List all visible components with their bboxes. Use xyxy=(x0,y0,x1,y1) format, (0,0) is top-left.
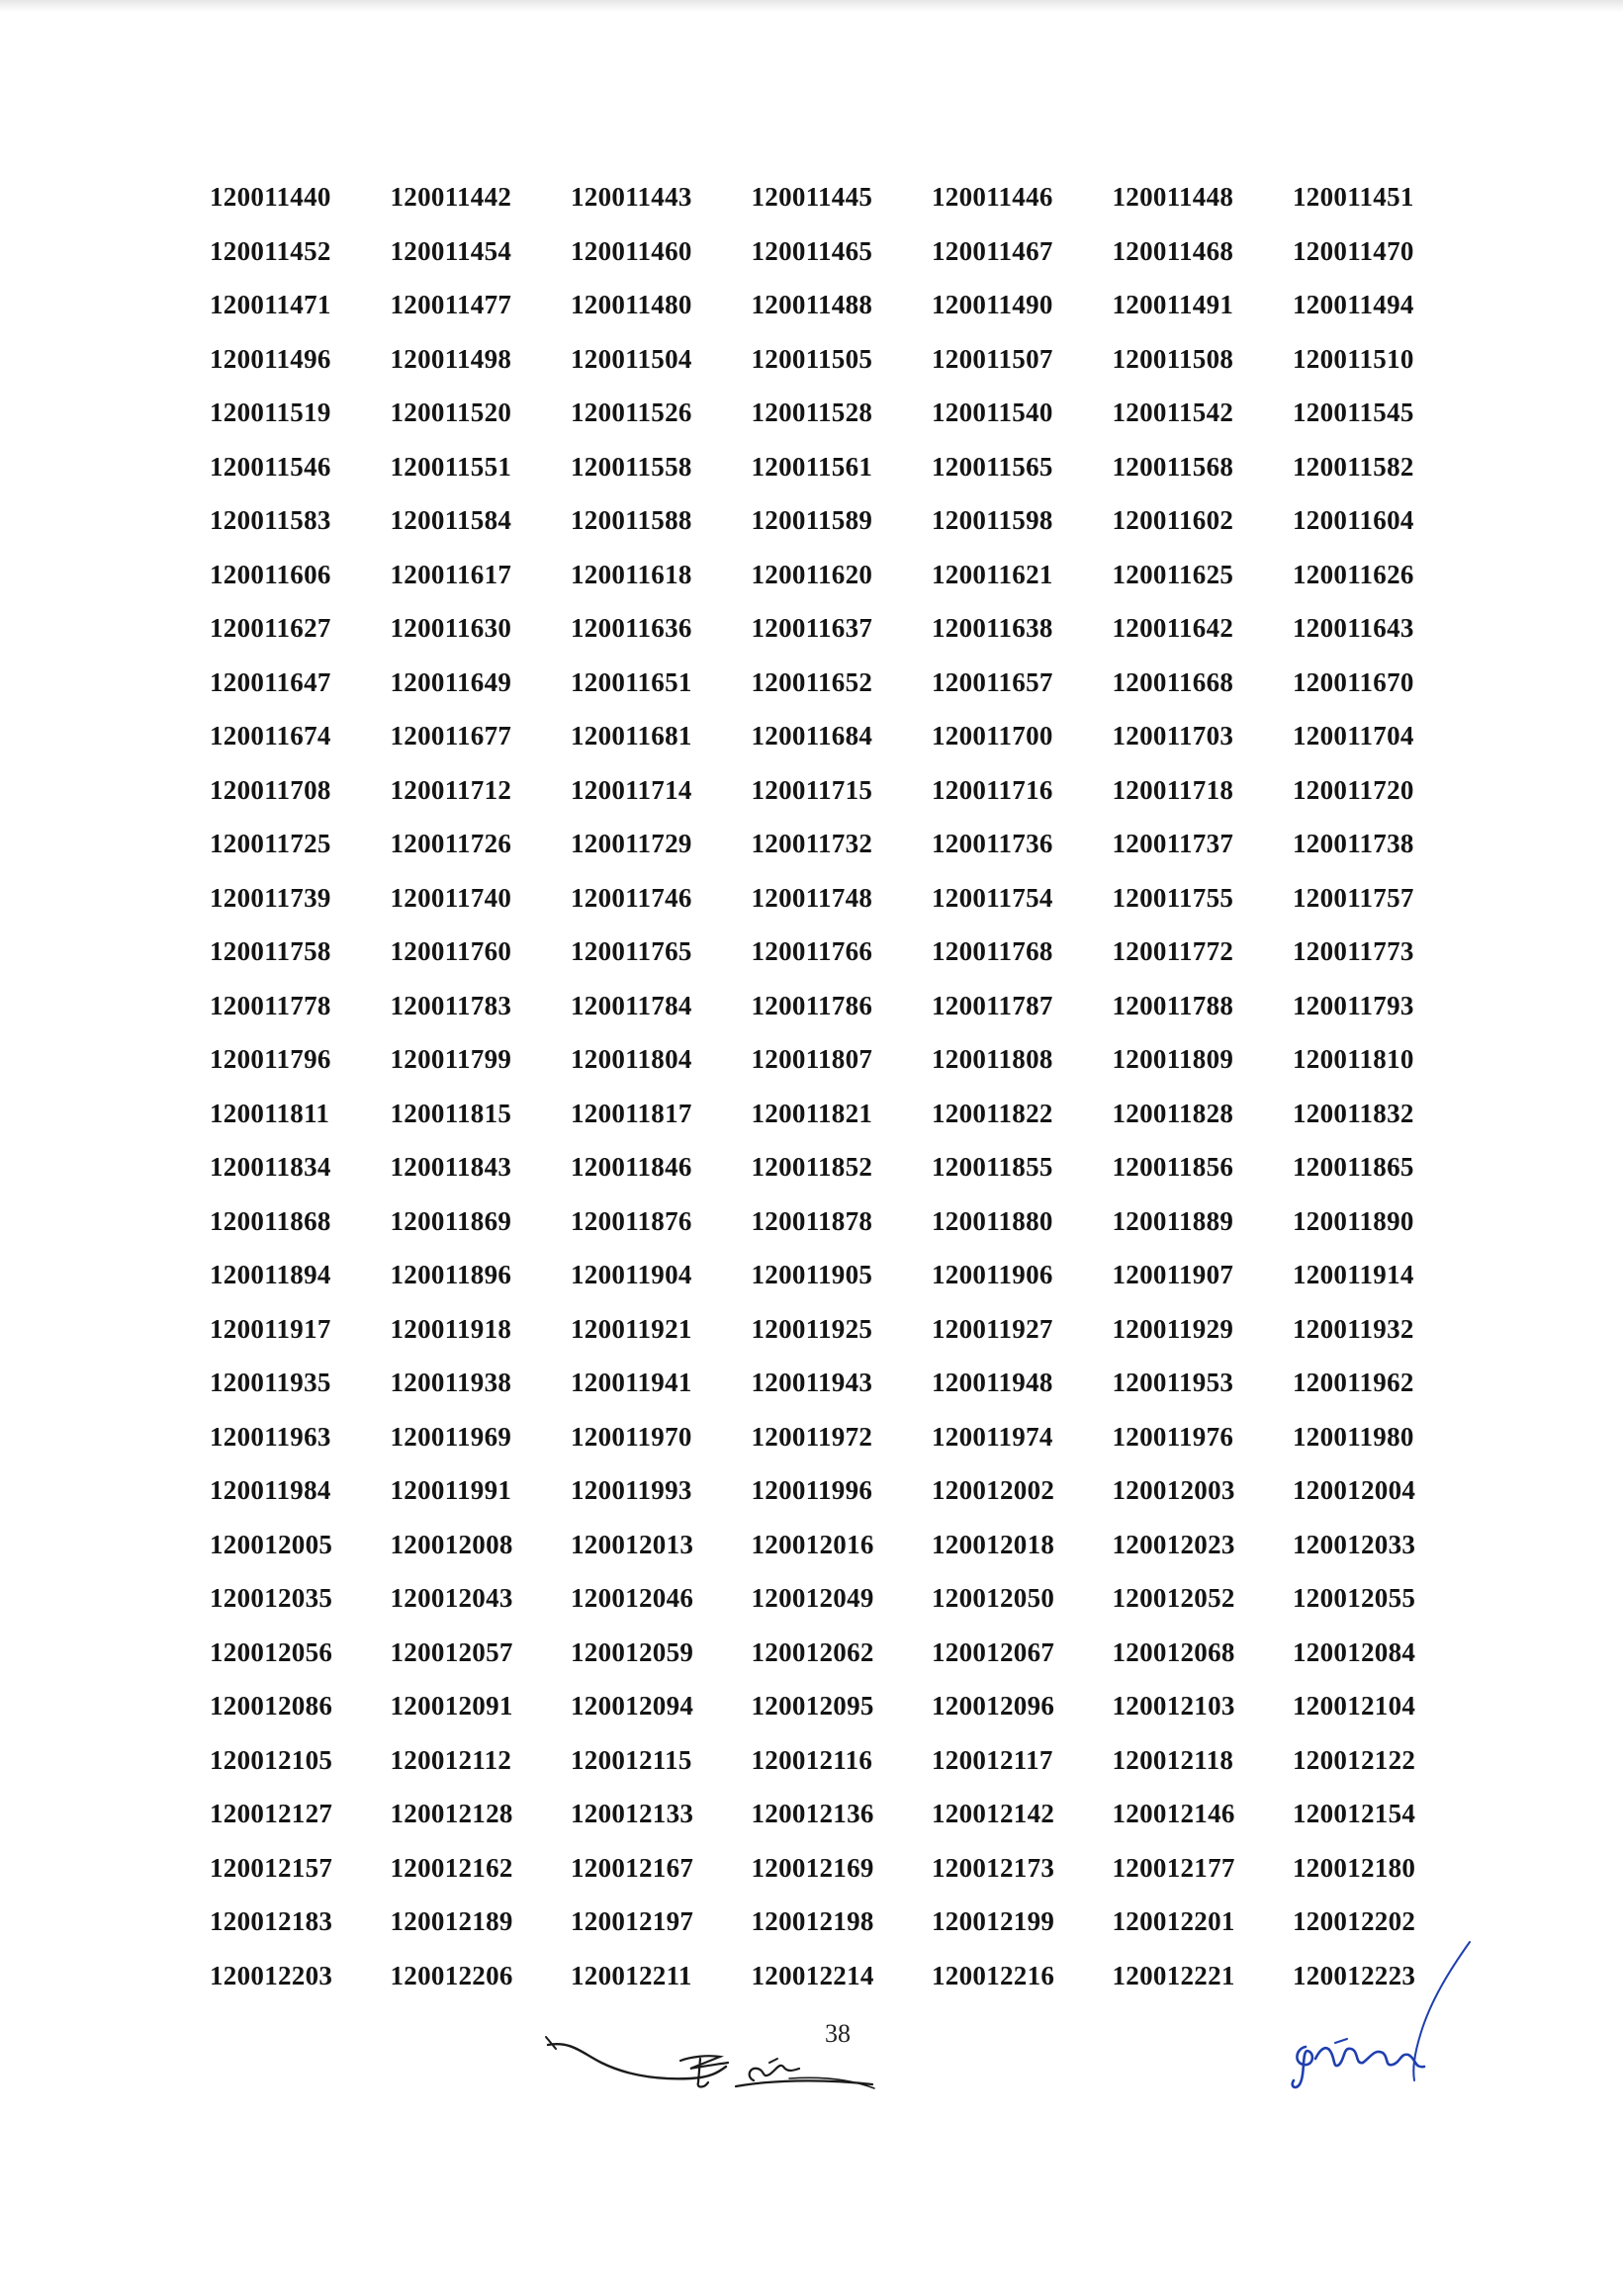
roll-number: 120011643 xyxy=(1293,613,1414,643)
roll-number: 120012043 xyxy=(390,1583,513,1613)
roll-number: 120011670 xyxy=(1293,666,1414,697)
roll-number: 120011477 xyxy=(390,290,512,319)
roll-number: 120011443 xyxy=(571,182,692,212)
roll-number: 120012004 xyxy=(1293,1475,1416,1505)
roll-number: 120011953 xyxy=(1112,1368,1234,1397)
roll-number: 120011880 xyxy=(932,1205,1053,1236)
roll-number: 120011935 xyxy=(210,1368,331,1397)
roll-number: 120011737 xyxy=(1112,829,1234,858)
roll-number: 120011905 xyxy=(751,1260,873,1289)
roll-number: 120011808 xyxy=(932,1044,1053,1074)
roll-number: 120011757 xyxy=(1293,882,1414,913)
roll-number: 120012035 xyxy=(210,1583,333,1613)
roll-number: 120012003 xyxy=(1112,1475,1235,1505)
roll-number: 120011684 xyxy=(751,721,873,751)
roll-number: 120011758 xyxy=(210,936,331,966)
roll-number: 120011938 xyxy=(390,1368,512,1397)
roll-number: 120011657 xyxy=(932,666,1053,697)
roll-number: 120011932 xyxy=(1293,1313,1414,1344)
roll-number: 120011652 xyxy=(751,666,873,697)
roll-number: 120011817 xyxy=(571,1098,692,1128)
roll-number: 120011604 xyxy=(1293,505,1414,535)
roll-number: 120011869 xyxy=(390,1205,512,1236)
roll-number: 120011917 xyxy=(210,1313,331,1344)
roll-number: 120011976 xyxy=(1112,1421,1234,1452)
roll-number: 120012116 xyxy=(751,1744,873,1775)
roll-number: 120011488 xyxy=(751,290,873,319)
roll-number: 120011963 xyxy=(210,1421,331,1452)
roll-number: 120011468 xyxy=(1112,235,1234,266)
roll-number: 120011452 xyxy=(210,235,331,266)
roll-number: 120012136 xyxy=(751,1799,874,1828)
roll-number: 120011602 xyxy=(1112,505,1234,535)
roll-number: 120011448 xyxy=(1112,182,1234,212)
roll-number: 120011852 xyxy=(751,1152,873,1182)
roll-number: 120011454 xyxy=(390,235,512,266)
roll-number: 120012084 xyxy=(1293,1636,1416,1667)
roll-number: 120011738 xyxy=(1293,829,1414,858)
roll-number: 120012016 xyxy=(751,1529,874,1559)
roll-number: 120011520 xyxy=(390,397,512,427)
roll-number: 120011625 xyxy=(1112,559,1234,589)
roll-number: 120011804 xyxy=(571,1044,692,1074)
roll-number: 120011786 xyxy=(751,990,873,1020)
roll-number: 120011668 xyxy=(1112,666,1234,697)
roll-number: 120012183 xyxy=(210,1906,333,1936)
roll-number: 120011765 xyxy=(571,936,692,966)
roll-number: 120011589 xyxy=(751,505,873,535)
roll-number: 120011929 xyxy=(1112,1313,1234,1344)
roll-number: 120011583 xyxy=(210,505,331,535)
roll-number: 120011504 xyxy=(571,343,692,374)
roll-number: 120011621 xyxy=(932,559,1053,589)
roll-number: 120011451 xyxy=(1293,182,1414,212)
roll-number: 120012046 xyxy=(571,1583,694,1613)
roll-number: 120011969 xyxy=(390,1421,512,1452)
roll-number: 120011773 xyxy=(1293,936,1414,966)
roll-number: 120011821 xyxy=(751,1098,873,1128)
roll-number: 120011925 xyxy=(751,1313,873,1344)
roll-number: 120012167 xyxy=(571,1852,694,1883)
roll-number: 120011907 xyxy=(1112,1260,1234,1289)
roll-number: 120012157 xyxy=(210,1852,333,1883)
roll-number: 120012203 xyxy=(210,1960,333,1990)
roll-number: 120011918 xyxy=(390,1313,512,1344)
roll-number: 120011736 xyxy=(932,829,1053,858)
roll-number: 120011726 xyxy=(390,829,512,858)
roll-number: 120011618 xyxy=(571,559,692,589)
roll-number: 120012202 xyxy=(1293,1906,1416,1936)
roll-number: 120011972 xyxy=(751,1421,873,1452)
roll-number: 120011638 xyxy=(932,613,1053,643)
roll-number: 120012128 xyxy=(390,1799,513,1828)
roll-number: 120011681 xyxy=(571,721,692,751)
roll-number: 120011637 xyxy=(751,613,873,643)
roll-number: 120012146 xyxy=(1112,1799,1235,1828)
roll-number: 120012117 xyxy=(932,1744,1053,1775)
roll-number: 120011445 xyxy=(751,182,873,212)
roll-number: 120011627 xyxy=(210,613,331,643)
roll-number: 120011582 xyxy=(1293,451,1414,482)
roll-number: 120011465 xyxy=(751,235,873,266)
roll-number: 120011617 xyxy=(390,559,512,589)
roll-number: 120012206 xyxy=(390,1960,513,1990)
roll-number: 120011647 xyxy=(210,666,331,697)
roll-number: 120011834 xyxy=(210,1152,331,1182)
roll-number: 120012008 xyxy=(390,1529,513,1559)
roll-number: 120012142 xyxy=(932,1799,1055,1828)
roll-number: 120011528 xyxy=(751,397,873,427)
roll-number: 120011768 xyxy=(932,936,1053,966)
roll-number: 120012169 xyxy=(751,1852,874,1883)
roll-number: 120011811 xyxy=(210,1098,330,1128)
roll-number: 120011832 xyxy=(1293,1098,1414,1128)
roll-number: 120011708 xyxy=(210,774,331,805)
roll-number: 120011510 xyxy=(1293,343,1414,374)
roll-number: 120011496 xyxy=(210,343,331,374)
roll-number: 120011588 xyxy=(571,505,692,535)
roll-number: 120011491 xyxy=(1112,290,1234,319)
roll-number: 120011542 xyxy=(1112,397,1234,427)
page-number: 38 xyxy=(825,2019,851,2048)
roll-number: 120012033 xyxy=(1293,1529,1416,1559)
roll-number: 120011865 xyxy=(1293,1152,1414,1182)
roll-number: 120011568 xyxy=(1112,451,1234,482)
roll-number: 120011720 xyxy=(1293,774,1414,805)
roll-number: 120011642 xyxy=(1112,613,1234,643)
roll-number: 120011546 xyxy=(210,451,331,482)
roll-number: 120011984 xyxy=(210,1475,331,1505)
roll-number: 120011760 xyxy=(390,936,512,966)
roll-number: 120011876 xyxy=(571,1205,692,1236)
roll-number: 120011714 xyxy=(571,774,692,805)
roll-number: 120012002 xyxy=(932,1475,1055,1505)
roll-number: 120011927 xyxy=(932,1313,1053,1344)
roll-number: 120011490 xyxy=(932,290,1053,319)
roll-number: 120011948 xyxy=(932,1368,1053,1397)
roll-number: 120011856 xyxy=(1112,1152,1234,1182)
roll-number: 120011507 xyxy=(932,343,1053,374)
roll-number: 120011815 xyxy=(390,1098,512,1128)
roll-number: 120012201 xyxy=(1112,1906,1235,1936)
roll-number: 120012086 xyxy=(210,1691,333,1721)
roll-number: 120011746 xyxy=(571,882,692,913)
roll-number: 120011896 xyxy=(390,1260,512,1289)
roll-number: 120012103 xyxy=(1112,1691,1235,1721)
roll-number: 120011793 xyxy=(1293,990,1414,1020)
roll-number: 120012018 xyxy=(932,1529,1055,1559)
roll-number: 120011993 xyxy=(571,1475,692,1505)
roll-number: 120011732 xyxy=(751,829,873,858)
roll-number: 120011551 xyxy=(390,451,512,482)
roll-number: 120011498 xyxy=(390,343,512,374)
roll-number: 120011904 xyxy=(571,1260,692,1289)
roll-number: 120012057 xyxy=(390,1636,513,1667)
roll-number: 120012052 xyxy=(1112,1583,1235,1613)
roll-number: 120011674 xyxy=(210,721,331,751)
roll-number: 120011878 xyxy=(751,1205,873,1236)
roll-number: 120011799 xyxy=(390,1044,512,1074)
roll-number: 120011540 xyxy=(932,397,1053,427)
roll-number: 120011889 xyxy=(1112,1205,1234,1236)
roll-number: 120012067 xyxy=(932,1636,1055,1667)
roll-number: 120012091 xyxy=(390,1691,513,1721)
roll-number: 120011796 xyxy=(210,1044,331,1074)
roll-number: 120011755 xyxy=(1112,882,1234,913)
roll-number: 120011446 xyxy=(932,182,1053,212)
roll-number: 120011914 xyxy=(1293,1260,1414,1289)
roll-number: 120011783 xyxy=(390,990,512,1020)
roll-number: 120011626 xyxy=(1293,559,1414,589)
roll-number: 120011494 xyxy=(1293,290,1414,319)
roll-number: 120011729 xyxy=(571,829,692,858)
roll-number: 120012198 xyxy=(751,1906,874,1936)
roll-number: 120012180 xyxy=(1293,1852,1416,1883)
roll-number: 120012094 xyxy=(571,1691,694,1721)
roll-number: 120011651 xyxy=(571,666,692,697)
roll-number: 120011748 xyxy=(751,882,873,913)
roll-number: 120012118 xyxy=(1112,1744,1234,1775)
roll-number: 120011996 xyxy=(751,1475,873,1505)
roll-number: 120011636 xyxy=(571,613,692,643)
roll-number: 120011620 xyxy=(751,559,873,589)
roll-number: 120011677 xyxy=(390,721,512,751)
roll-number: 120011715 xyxy=(751,774,873,805)
roll-number: 120011906 xyxy=(932,1260,1053,1289)
roll-number: 120011828 xyxy=(1112,1098,1234,1128)
roll-number: 120011704 xyxy=(1293,721,1414,751)
roll-number: 120011716 xyxy=(932,774,1053,805)
roll-number: 120011754 xyxy=(932,882,1053,913)
roll-number: 120011855 xyxy=(932,1152,1053,1182)
roll-number: 120012211 xyxy=(571,1960,692,1990)
roll-number: 120011941 xyxy=(571,1368,692,1397)
roll-number: 120011480 xyxy=(571,290,692,319)
roll-number: 120011822 xyxy=(932,1098,1053,1128)
roll-number: 120011846 xyxy=(571,1152,692,1182)
roll-number: 120012105 xyxy=(210,1744,333,1775)
roll-number: 120012189 xyxy=(390,1906,513,1936)
roll-number: 120011868 xyxy=(210,1205,331,1236)
roll-number: 120011440 xyxy=(210,182,331,212)
roll-number: 120011962 xyxy=(1293,1368,1414,1397)
roll-number: 120011974 xyxy=(932,1421,1053,1452)
roll-number: 120011508 xyxy=(1112,343,1234,374)
roll-number: 120012162 xyxy=(390,1852,513,1883)
roll-number: 120011649 xyxy=(390,666,512,697)
roll-number: 120012115 xyxy=(571,1744,692,1775)
roll-number: 120012133 xyxy=(571,1799,694,1828)
roll-number: 120011843 xyxy=(390,1152,512,1182)
roll-number: 120012122 xyxy=(1293,1744,1416,1775)
roll-number: 120011980 xyxy=(1293,1421,1414,1452)
roll-number: 120011505 xyxy=(751,343,873,374)
signature-right xyxy=(1276,1940,1474,2108)
roll-number: 120011787 xyxy=(932,990,1053,1020)
roll-number: 120012104 xyxy=(1293,1691,1416,1721)
roll-number: 120011725 xyxy=(210,829,331,858)
roll-number: 120011526 xyxy=(571,397,692,427)
roll-number: 120012216 xyxy=(932,1960,1055,1990)
roll-number: 120011712 xyxy=(390,774,512,805)
roll-number: 120011545 xyxy=(1293,397,1414,427)
roll-number: 120012173 xyxy=(932,1852,1055,1883)
roll-number: 120012055 xyxy=(1293,1583,1416,1613)
roll-number: 120011630 xyxy=(390,613,512,643)
roll-number: 120011970 xyxy=(571,1421,692,1452)
roll-number: 120011718 xyxy=(1112,774,1234,805)
roll-number: 120012197 xyxy=(571,1906,694,1936)
roll-number: 120011471 xyxy=(210,290,331,319)
roll-number: 120012049 xyxy=(751,1583,874,1613)
roll-number: 120011519 xyxy=(210,397,331,427)
roll-number: 120011894 xyxy=(210,1260,331,1289)
roll-number: 120012127 xyxy=(210,1799,333,1828)
scan-top-edge xyxy=(0,0,1623,12)
roll-number: 120012056 xyxy=(210,1636,333,1667)
roll-number: 120011921 xyxy=(571,1313,692,1344)
roll-number: 120012059 xyxy=(571,1636,694,1667)
roll-number: 120011584 xyxy=(390,505,512,535)
roll-number: 120011470 xyxy=(1293,235,1414,266)
roll-number: 120012154 xyxy=(1293,1799,1416,1828)
roll-number: 120011784 xyxy=(571,990,692,1020)
roll-number: 120011467 xyxy=(932,235,1053,266)
roll-number: 120012214 xyxy=(751,1960,874,1990)
roll-number: 120012062 xyxy=(751,1636,874,1667)
roll-number: 120011788 xyxy=(1112,990,1234,1020)
roll-number: 120011772 xyxy=(1112,936,1234,966)
roll-number: 120012005 xyxy=(210,1529,333,1559)
roll-number: 120012221 xyxy=(1112,1960,1235,1990)
roll-number: 120011606 xyxy=(210,559,331,589)
roll-number: 120012112 xyxy=(390,1744,512,1775)
roll-number: 120012013 xyxy=(571,1529,694,1559)
roll-number: 120011460 xyxy=(571,235,692,266)
roll-number: 120011807 xyxy=(751,1044,873,1074)
roll-number: 120012199 xyxy=(932,1906,1055,1936)
roll-number: 120011778 xyxy=(210,990,331,1020)
roll-number: 120011700 xyxy=(932,721,1053,751)
roll-number: 120011740 xyxy=(390,882,512,913)
roll-number: 120011943 xyxy=(751,1368,873,1397)
signature-left xyxy=(542,2023,878,2102)
roll-number: 120011558 xyxy=(571,451,692,482)
roll-number: 120011703 xyxy=(1112,721,1234,751)
roll-number: 120012050 xyxy=(932,1583,1055,1613)
roll-number-grid xyxy=(210,179,1495,2011)
roll-number: 120011561 xyxy=(751,451,873,482)
roll-number: 120011810 xyxy=(1293,1044,1414,1074)
roll-number: 120011991 xyxy=(390,1475,512,1505)
roll-number: 120011739 xyxy=(210,882,331,913)
roll-number: 120011565 xyxy=(932,451,1053,482)
roll-number: 120012023 xyxy=(1112,1529,1235,1559)
roll-number: 120011442 xyxy=(390,182,512,212)
roll-number: 120011598 xyxy=(932,505,1053,535)
roll-number: 120011809 xyxy=(1112,1044,1234,1074)
roll-number: 120012223 xyxy=(1293,1960,1416,1990)
roll-number: 120012068 xyxy=(1112,1636,1235,1667)
roll-number: 120012177 xyxy=(1112,1852,1235,1883)
roll-number: 120012096 xyxy=(932,1691,1055,1721)
roll-number: 120012095 xyxy=(751,1691,874,1721)
roll-number: 120011766 xyxy=(751,936,873,966)
roll-number: 120011890 xyxy=(1293,1205,1414,1236)
